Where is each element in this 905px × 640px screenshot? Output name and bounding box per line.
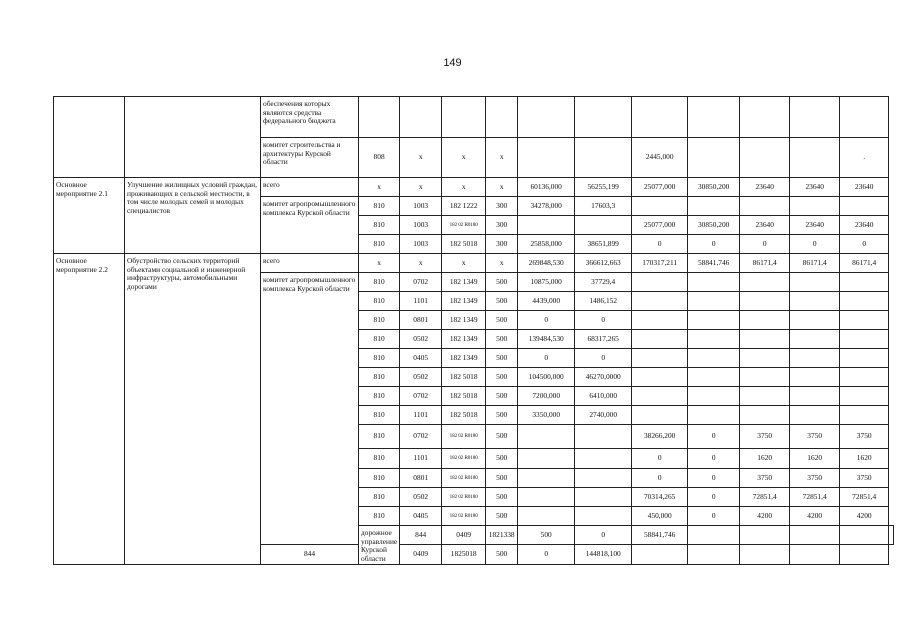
table-cell: 30850,200 <box>688 216 740 235</box>
table-cell: 1003 <box>400 216 442 235</box>
table-cell: x <box>400 178 442 197</box>
table-cell: 70314,265 <box>632 488 688 507</box>
table-cell <box>575 488 632 507</box>
table-cell: 72851,4 <box>790 488 840 507</box>
table-cell <box>740 368 790 387</box>
table-cell <box>575 97 632 138</box>
table-cell: 38266,200 <box>632 425 688 449</box>
table-cell: 182 1349 <box>442 311 486 330</box>
table-cell <box>688 197 740 216</box>
table-cell: x <box>359 254 400 273</box>
table-cell: 4200 <box>840 507 889 526</box>
table-cell <box>632 545 688 565</box>
table-cell: 500 <box>486 545 518 565</box>
table-cell: 500 <box>486 273 518 292</box>
table-row <box>54 254 894 273</box>
table-cell <box>840 406 889 425</box>
table-cell <box>840 526 889 545</box>
table-cell <box>688 97 740 138</box>
table-cell <box>740 349 790 368</box>
table-cell: x <box>400 138 442 178</box>
table-row <box>54 178 894 197</box>
table-cell: 810 <box>359 507 400 526</box>
table-cell: 23640 <box>790 178 840 197</box>
table-cell <box>840 197 889 216</box>
table-cell: 23640 <box>740 178 790 197</box>
table-cell <box>790 138 840 178</box>
table-cell: 500 <box>486 488 518 507</box>
table-cell: 23640 <box>740 216 790 235</box>
table-cell: 0702 <box>400 387 442 406</box>
table-cell: 182 5018 <box>442 387 486 406</box>
table-cell <box>54 97 125 178</box>
table-cell: 500 <box>486 406 518 425</box>
table-cell: 1003 <box>400 235 442 254</box>
table-cell: 2445,000 <box>632 138 688 178</box>
table-cell: 810 <box>359 368 400 387</box>
table-cell: 810 <box>359 449 400 469</box>
table-cell: x <box>400 254 442 273</box>
table-cell: 0502 <box>400 368 442 387</box>
table-cell: 500 <box>486 469 518 488</box>
table-cell: 1101 <box>400 406 442 425</box>
table-cell: 182 02 R0180 <box>442 469 486 488</box>
table-cell: 4200 <box>790 507 840 526</box>
table-cell <box>688 387 740 406</box>
table-cell: 182 1349 <box>442 273 486 292</box>
table-cell <box>790 197 840 216</box>
table-cell: 0702 <box>400 273 442 292</box>
table-cell <box>740 330 790 349</box>
table-cell <box>840 545 889 565</box>
table-cell: 0 <box>575 311 632 330</box>
table-cell <box>518 488 575 507</box>
table-cell <box>790 406 840 425</box>
table-cell <box>688 545 740 565</box>
table-cell: 1003 <box>400 197 442 216</box>
table-cell: 500 <box>486 292 518 311</box>
table-cell: 7200,000 <box>518 387 575 406</box>
table-body <box>54 97 894 565</box>
table-cell: 182 1222 <box>442 197 486 216</box>
table-cell <box>790 545 840 565</box>
table-cell <box>840 368 889 387</box>
table-cell: Основное мероприятие 2.1 <box>54 178 125 254</box>
table-cell: 3750 <box>790 469 840 488</box>
table-cell: обеспечения которых являются средства федерального бюджета <box>261 97 359 138</box>
table-cell <box>790 292 840 311</box>
table-cell: 810 <box>359 469 400 488</box>
table-cell: 182 02 R0180 <box>442 507 486 526</box>
table-cell <box>632 368 688 387</box>
table-cell: 1101 <box>400 449 442 469</box>
table-cell: 4439,000 <box>518 292 575 311</box>
table-cell <box>688 292 740 311</box>
table-cell: x <box>442 254 486 273</box>
table-cell <box>840 273 889 292</box>
budget-table <box>53 96 894 565</box>
table-cell: 182 5018 <box>442 368 486 387</box>
table-cell: 3350,000 <box>518 406 575 425</box>
table-cell: 500 <box>486 349 518 368</box>
table-cell: 0 <box>575 349 632 368</box>
table-cell: x <box>486 178 518 197</box>
table-cell: 10875,000 <box>518 273 575 292</box>
table-cell: 1101 <box>400 292 442 311</box>
table-cell <box>790 349 840 368</box>
table-cell: 500 <box>486 368 518 387</box>
table-cell <box>790 387 840 406</box>
table-cell: 0 <box>688 488 740 507</box>
table-cell: 300 <box>486 216 518 235</box>
table-cell: 1620 <box>740 449 790 469</box>
table-cell: 72851,4 <box>740 488 790 507</box>
table-cell: Основное мероприятие 2.2 <box>54 254 125 565</box>
table-cell <box>688 138 740 178</box>
table-cell <box>518 449 575 469</box>
table-cell <box>632 197 688 216</box>
table-cell: 0 <box>632 469 688 488</box>
table-cell: 58841,746 <box>632 526 688 545</box>
table-cell: 0405 <box>400 507 442 526</box>
table-cell: комитет агропромышленного комплекса Курской области <box>261 197 359 254</box>
table-cell: 56255,199 <box>575 178 632 197</box>
table-cell: 810 <box>359 311 400 330</box>
table-cell <box>740 273 790 292</box>
table-cell <box>518 507 575 526</box>
table-cell: 144818,100 <box>575 545 632 565</box>
table-cell <box>740 292 790 311</box>
table-cell: 23640 <box>840 178 889 197</box>
table-cell: 1620 <box>790 449 840 469</box>
table-cell: дорожное управление Курской области <box>359 526 400 565</box>
table-cell <box>790 97 840 138</box>
table-cell: 2740,000 <box>575 406 632 425</box>
table-cell: 139484,530 <box>518 330 575 349</box>
table-cell: 182 5018 <box>442 406 486 425</box>
table-cell: 0502 <box>400 330 442 349</box>
table-cell: Улучшение жилищных условий граждан, проживающих в сельской местности, в том числе молодых семей и молодых специалистов <box>125 178 261 254</box>
table-cell: 810 <box>359 488 400 507</box>
table-cell: 500 <box>486 311 518 330</box>
table-cell: Обустройство сельских территорий объектами социальной и инженерной инфраструктуры, автомобильными дорогами <box>125 254 261 565</box>
table-cell: 0 <box>688 425 740 449</box>
table-cell: 182 02 R0180 <box>442 425 486 449</box>
table-cell: комитет агропромышленного комплекса Курской области <box>261 273 359 545</box>
table-cell: 25077,000 <box>632 178 688 197</box>
table-cell <box>575 425 632 449</box>
table-cell: 810 <box>359 235 400 254</box>
table-cell: 810 <box>359 425 400 449</box>
table-cell <box>518 97 575 138</box>
table-cell <box>740 526 790 545</box>
table-cell: 3750 <box>840 469 889 488</box>
page-number: 149 <box>443 57 462 69</box>
table-cell: 86171,4 <box>740 254 790 273</box>
table-cell: 17603,3 <box>575 197 632 216</box>
table-cell: 46270,0000 <box>575 368 632 387</box>
table-cell: 182 5018 <box>442 235 486 254</box>
table-cell <box>575 449 632 469</box>
table-cell: 500 <box>486 330 518 349</box>
table-cell: 500 <box>486 507 518 526</box>
table-cell <box>790 330 840 349</box>
table-cell: 86171,4 <box>840 254 889 273</box>
table-cell: 500 <box>486 425 518 449</box>
table-cell <box>740 406 790 425</box>
table-cell: 3750 <box>740 469 790 488</box>
table-cell <box>575 138 632 178</box>
table-cell: 810 <box>359 273 400 292</box>
table-cell: 1825018 <box>442 545 486 565</box>
table-cell: 0502 <box>400 488 442 507</box>
table-cell: 6410,000 <box>575 387 632 406</box>
table-cell: 182 02 R0180 <box>442 449 486 469</box>
table-cell: 810 <box>359 216 400 235</box>
table-cell: 0 <box>632 449 688 469</box>
table-cell: 182 1349 <box>442 349 486 368</box>
table-cell <box>790 526 840 545</box>
table-cell: 182 02 R0180 <box>442 488 486 507</box>
table-cell: x <box>442 138 486 178</box>
table-cell: 34278,000 <box>518 197 575 216</box>
table-cell: всего <box>261 178 359 197</box>
table-cell: 72851,4 <box>840 488 889 507</box>
table-cell <box>790 273 840 292</box>
table-cell: 60136,000 <box>518 178 575 197</box>
table-cell <box>790 368 840 387</box>
table-cell: 844 <box>400 526 442 545</box>
table-cell: 58841,746 <box>688 254 740 273</box>
table-cell <box>688 406 740 425</box>
table-cell <box>840 349 889 368</box>
table-cell: 30850,200 <box>688 178 740 197</box>
table-cell <box>575 469 632 488</box>
table-cell: 170317,211 <box>632 254 688 273</box>
table-cell <box>575 507 632 526</box>
table-row <box>54 97 894 138</box>
table-cell: 0801 <box>400 469 442 488</box>
table-cell: 500 <box>518 526 575 545</box>
table-cell <box>688 526 740 545</box>
table-cell: 182 02 R0180 <box>442 216 486 235</box>
table-cell: 450,000 <box>632 507 688 526</box>
table-cell: 0 <box>688 235 740 254</box>
table-cell <box>889 526 894 545</box>
table-cell: 25858,000 <box>518 235 575 254</box>
table-cell: 0702 <box>400 425 442 449</box>
table-cell <box>688 330 740 349</box>
table-cell: x <box>359 178 400 197</box>
table-cell: 0 <box>688 449 740 469</box>
table-cell: 182 1349 <box>442 292 486 311</box>
table-cell <box>840 97 889 138</box>
table-cell: 0 <box>518 349 575 368</box>
table-cell: 38651,899 <box>575 235 632 254</box>
table-cell: 0 <box>575 526 632 545</box>
table-cell: 23640 <box>840 216 889 235</box>
table-cell: 37729,4 <box>575 273 632 292</box>
table-cell: 1620 <box>840 449 889 469</box>
table-cell <box>400 97 442 138</box>
table-cell: 104500,000 <box>518 368 575 387</box>
table-cell <box>740 311 790 330</box>
table-cell <box>840 330 889 349</box>
table-cell: x <box>486 138 518 178</box>
table-cell: 810 <box>359 406 400 425</box>
table-cell <box>632 330 688 349</box>
table-cell <box>688 368 740 387</box>
table-cell <box>632 97 688 138</box>
table-cell: 300 <box>486 235 518 254</box>
table-cell: x <box>442 178 486 197</box>
table-cell <box>359 97 400 138</box>
table-cell: 0409 <box>442 526 486 545</box>
table-cell: 500 <box>486 387 518 406</box>
table-cell: 182 1349 <box>442 330 486 349</box>
table-cell: 0 <box>688 469 740 488</box>
table-cell: x <box>486 254 518 273</box>
table-cell: 0 <box>740 235 790 254</box>
table-cell: 0409 <box>400 545 442 565</box>
table-cell: 86171,4 <box>790 254 840 273</box>
table-cell <box>518 138 575 178</box>
table-cell: 810 <box>359 330 400 349</box>
table-cell <box>632 292 688 311</box>
table-cell <box>688 349 740 368</box>
table-cell: 366612,663 <box>575 254 632 273</box>
table-cell <box>740 387 790 406</box>
table-cell <box>632 387 688 406</box>
table-cell <box>125 97 261 178</box>
table-cell <box>840 311 889 330</box>
table-cell: 269848,530 <box>518 254 575 273</box>
table-cell <box>518 216 575 235</box>
table-cell: 0405 <box>400 349 442 368</box>
table-cell: 810 <box>359 197 400 216</box>
table-cell: 3750 <box>840 425 889 449</box>
table-cell: 23640 <box>790 216 840 235</box>
table-cell: 4200 <box>740 507 790 526</box>
table-cell: 300 <box>486 197 518 216</box>
table-cell: 0 <box>790 235 840 254</box>
table-cell: 810 <box>359 349 400 368</box>
table-cell <box>632 311 688 330</box>
table-cell <box>688 273 740 292</box>
table-cell: 0801 <box>400 311 442 330</box>
table-cell: 0 <box>688 507 740 526</box>
table-cell: 25077,000 <box>632 216 688 235</box>
table-cell: . <box>840 138 889 178</box>
table-cell <box>486 97 518 138</box>
table-cell: 810 <box>359 292 400 311</box>
table-cell <box>575 216 632 235</box>
table-cell <box>790 311 840 330</box>
table-cell <box>688 311 740 330</box>
table-cell <box>632 349 688 368</box>
table-cell <box>740 138 790 178</box>
table-cell <box>740 545 790 565</box>
table-cell: 1821338 <box>486 526 518 545</box>
table-cell <box>740 197 790 216</box>
table-cell: 844 <box>261 545 359 565</box>
table-cell: 68317,265 <box>575 330 632 349</box>
table-cell: комитет строительства и архитектуры Курской области <box>261 138 359 178</box>
table-cell: 0 <box>518 311 575 330</box>
table-cell <box>740 97 790 138</box>
table-cell <box>518 425 575 449</box>
table-cell <box>840 292 889 311</box>
table-cell <box>632 273 688 292</box>
table-cell: 0 <box>518 545 575 565</box>
table-cell: 0 <box>840 235 889 254</box>
table-cell: всего <box>261 254 359 273</box>
table-cell <box>442 97 486 138</box>
table-cell <box>840 387 889 406</box>
table-cell: 0 <box>632 235 688 254</box>
table-cell: 808 <box>359 138 400 178</box>
table-cell: 3750 <box>740 425 790 449</box>
table-cell: 3750 <box>790 425 840 449</box>
table-cell <box>632 406 688 425</box>
table-cell: 1486,152 <box>575 292 632 311</box>
table-cell: 500 <box>486 449 518 469</box>
table-cell: 810 <box>359 387 400 406</box>
table-cell <box>518 469 575 488</box>
